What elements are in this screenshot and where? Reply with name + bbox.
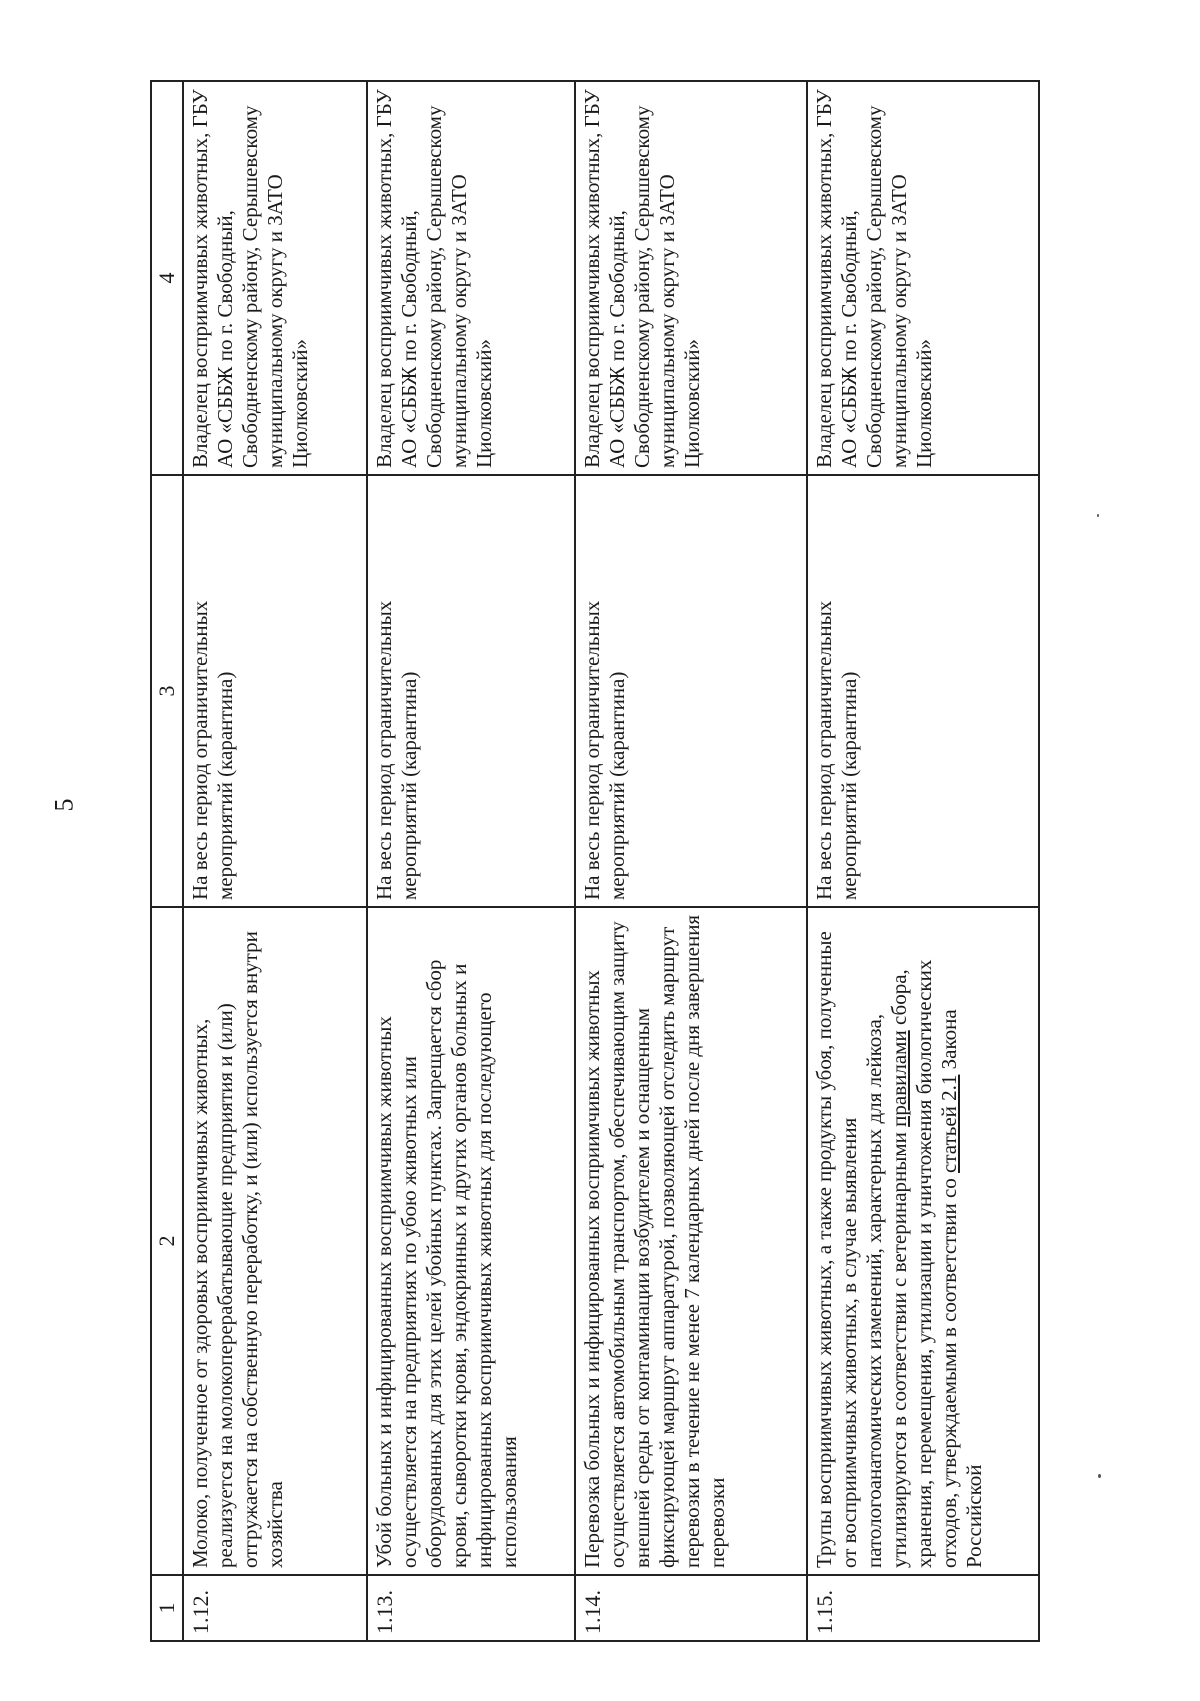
article-link[interactable]: статьей 2.1 bbox=[937, 1074, 961, 1173]
responsible-text: Владелец восприимчивых животных, ГБУ АО «СББЖ по г. Свободный, Свободненскому району, Серышевскому муниципальному округу и ЗАТО Циолковский» bbox=[367, 81, 575, 475]
measures-table bbox=[150, 80, 1040, 1642]
header-col-3: 3 bbox=[151, 475, 183, 907]
measure-text bbox=[807, 907, 1039, 1575]
measure-text-part: сбора, хранения, перемещения, утилизации и уничтожения биологических отходов, утверждаемыми в соответствии со bbox=[887, 959, 961, 1568]
row-number: 1.14. bbox=[575, 1575, 807, 1641]
measure-text: Перевозка больных и инфицированных восприимчивых животных осуществляется автомобильным транспортом, обеспечивающим защиту внешней среды от контаминации возбудителем и оснащенным фиксирующей маршрут аппаратурой, позволяющей отследить маршрут перевозки в течение не менее 7 календарных дней после дня завершения перевозки bbox=[575, 907, 807, 1575]
header-col-2: 2 bbox=[151, 907, 183, 1575]
rotated-table-container bbox=[150, 82, 1050, 1642]
row-number: 1.12. bbox=[183, 1575, 367, 1641]
term-text: На весь период ограничительных мероприятий (карантина) bbox=[367, 475, 575, 907]
header-col-1: 1 bbox=[151, 1575, 183, 1641]
rules-link[interactable]: правилами bbox=[887, 1030, 911, 1127]
row-number: 1.13. bbox=[367, 1575, 575, 1641]
measure-text-part: Закона Российской bbox=[937, 1009, 986, 1568]
header-col-4: 4 bbox=[151, 81, 183, 475]
table-row bbox=[807, 81, 1039, 1641]
responsible-text: Владелец восприимчивых животных, ГБУ АО «СББЖ по г. Свободный, Свободненскому району, Серышевскому муниципальному округу и ЗАТО Циолковский» bbox=[575, 81, 807, 475]
table-row bbox=[575, 81, 807, 1641]
measure-text-part: Трупы восприимчивых животных, а также продукты убоя, полученные от восприимчивых животных, в случае выявления патологоанатомических изменений, характерных для лейкоза, утилизируются в соответствии с ветеринарными bbox=[812, 931, 911, 1568]
term-text: На весь период ограничительных мероприятий (карантина) bbox=[575, 475, 807, 907]
scan-speck bbox=[1097, 514, 1099, 517]
measure-text: Молоко, полученное от здоровых восприимчивых животных, реализуется на молокоперерабатывающие предприятия и (или) отгружается на собственную переработку, и (или) используется внутри хозяйства bbox=[183, 907, 367, 1575]
responsible-text: Владелец восприимчивых животных, ГБУ АО «СББЖ по г. Свободный, Свободненскому району, Серышевскому муниципальному округу и ЗАТО Циолковский» bbox=[807, 81, 1039, 475]
table-row bbox=[183, 81, 367, 1641]
measure-text: Убой больных и инфицированных восприимчивых животных осуществляется на предприятиях по убою животных или оборудованных для этих целей убойных пунктах. Запрещается сбор крови, сыворотки крови, эндокринных и других органов больных и инфицированных восприимчивых животных для последующего использования bbox=[367, 907, 575, 1575]
term-text: На весь период ограничительных мероприятий (карантина) bbox=[807, 475, 1039, 907]
row-number: 1.15. bbox=[807, 1575, 1039, 1641]
page-number: 5 bbox=[49, 798, 79, 812]
table-header-row bbox=[151, 81, 183, 1641]
responsible-text: Владелец восприимчивых животных, ГБУ АО «СББЖ по г. Свободный, Свободненскому району, Серышевскому муниципальному округу и ЗАТО Циолковский» bbox=[183, 81, 367, 475]
scan-speck bbox=[1098, 1474, 1101, 1478]
term-text: На весь период ограничительных мероприятий (карантина) bbox=[183, 475, 367, 907]
table-row bbox=[367, 81, 575, 1641]
